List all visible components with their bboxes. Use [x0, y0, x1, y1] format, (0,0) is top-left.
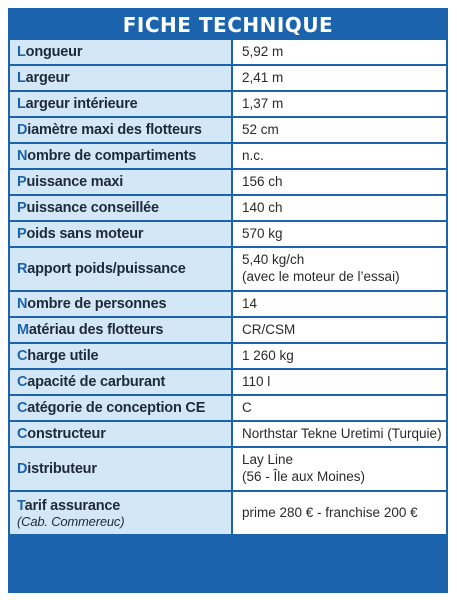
spec-value	[233, 492, 446, 534]
spec-row	[10, 396, 446, 420]
spec-label-line	[17, 122, 231, 138]
spec-label-line	[17, 426, 231, 442]
spec-value-text: 1,37 m	[242, 95, 284, 111]
spec-value-text: prime 280 € - franchise 200 €	[242, 504, 418, 520]
spec-label-initial: M	[17, 322, 29, 338]
spec-value-note: (avec le moteur de l’essai)	[242, 269, 400, 284]
spec-label-text: onstructeur	[27, 426, 106, 442]
spec-value	[233, 248, 446, 290]
spec-value-text: 52 cm	[242, 121, 279, 137]
spec-value	[233, 396, 446, 420]
spec-label	[10, 92, 231, 116]
spec-value-text: C	[242, 399, 252, 415]
spec-label-initial: R	[17, 261, 28, 277]
spec-value	[233, 222, 446, 246]
spec-row	[10, 92, 446, 116]
spec-row	[10, 292, 446, 316]
spec-label-line	[17, 44, 231, 60]
spec-row	[10, 222, 446, 246]
spec-label-initial: C	[17, 348, 28, 364]
spec-label-text: apport poids/puissance	[27, 261, 186, 277]
spec-row	[10, 196, 446, 220]
spec-label-initial: L	[17, 70, 26, 86]
spec-label-line	[17, 461, 231, 477]
spec-label-initial: P	[17, 226, 27, 242]
spec-value-text: Lay Line	[242, 452, 294, 468]
spec-row	[10, 170, 446, 194]
spec-label-line	[17, 261, 231, 277]
spec-label-initial: L	[17, 44, 26, 60]
spec-value	[233, 370, 446, 394]
spec-label-text: arif assurance	[24, 497, 121, 514]
spec-label	[10, 196, 231, 220]
spec-value-text: 2,41 m	[242, 69, 284, 85]
spec-value	[233, 40, 446, 64]
spec-label-initial: N	[17, 296, 28, 312]
spec-label-initial: L	[17, 96, 26, 112]
spec-label-line	[17, 374, 231, 390]
spec-value-text: 5,40 kg/ch	[242, 252, 305, 268]
spec-row	[10, 118, 446, 142]
spec-label-initial: P	[17, 200, 27, 216]
spec-row	[10, 318, 446, 342]
spec-value-text: 110 l	[242, 373, 271, 389]
spec-row	[10, 448, 446, 490]
spec-label	[10, 344, 231, 368]
spec-label-text: istributeur	[27, 461, 97, 477]
spec-value	[233, 196, 446, 220]
spec-label	[10, 144, 231, 168]
spec-row	[10, 422, 446, 446]
spec-label-line	[17, 348, 231, 364]
spec-value	[233, 292, 446, 316]
spec-row	[10, 344, 446, 368]
spec-label-text: argeur	[25, 70, 70, 86]
spec-label-note: (Cab. Commereuc)	[17, 513, 125, 529]
spec-label-initial: T	[17, 497, 25, 514]
spec-row	[10, 66, 446, 90]
spec-label-initial: P	[17, 174, 27, 190]
spec-label	[10, 448, 231, 490]
spec-label-line	[17, 70, 231, 86]
spec-value-text: 1 260 kg	[242, 347, 294, 363]
spec-label	[10, 248, 231, 290]
spec-table	[10, 40, 446, 591]
spec-value	[233, 344, 446, 368]
spec-row	[10, 144, 446, 168]
spec-label-initial: C	[17, 426, 28, 442]
spec-label-text: ongueur	[25, 44, 83, 60]
spec-label-line	[17, 148, 231, 164]
spec-label-text: oids sans moteur	[26, 226, 144, 242]
spec-label-text: ombre de personnes	[27, 296, 167, 312]
spec-row	[10, 40, 446, 64]
spec-label-initial: D	[17, 461, 28, 477]
spec-row	[10, 248, 446, 290]
spec-label-text: iamètre maxi des flotteurs	[27, 122, 202, 138]
spec-value	[233, 170, 446, 194]
spec-label-line	[17, 174, 231, 190]
spec-label-text: argeur intérieure	[25, 96, 138, 112]
spec-label-line	[17, 296, 231, 312]
spec-value-text: 14	[242, 295, 258, 311]
spec-label-text: atériau des flotteurs	[28, 322, 164, 338]
spec-label	[10, 66, 231, 90]
spec-value-text: 140 ch	[242, 199, 283, 215]
spec-label-text: ombre de compartiments	[27, 148, 197, 164]
spec-label-line	[17, 226, 231, 242]
spec-label-text: uissance maxi	[26, 174, 124, 190]
spec-value-text: CR/CSM	[242, 321, 296, 337]
spec-value	[233, 66, 446, 90]
spec-value	[233, 118, 446, 142]
spec-label-initial: C	[17, 374, 28, 390]
spec-value-note: (56 - Île aux Moines)	[242, 469, 366, 484]
spec-label	[10, 492, 231, 534]
spec-value-text: Northstar Tekne Uretimi (Turquie)	[242, 425, 442, 441]
spec-label	[10, 292, 231, 316]
spec-label-initial: C	[17, 400, 28, 416]
spec-sheet	[8, 8, 448, 593]
spec-value	[233, 448, 446, 490]
spec-label-initial: D	[17, 122, 28, 138]
spec-label	[10, 170, 231, 194]
spec-label	[10, 396, 231, 420]
spec-label-line	[17, 96, 231, 112]
spec-label-text: apacité de carburant	[27, 374, 166, 390]
spec-label	[10, 40, 231, 64]
spec-label	[10, 422, 231, 446]
spec-label-line	[17, 200, 231, 216]
spec-value-text: n.c.	[242, 147, 264, 163]
spec-value	[233, 92, 446, 116]
spec-label-text: harge utile	[27, 348, 99, 364]
spec-value	[233, 144, 446, 168]
spec-value	[233, 318, 446, 342]
spec-label-text: atégorie de conception CE	[27, 400, 206, 416]
sheet-title: FICHE TECHNIQUE	[10, 10, 446, 40]
spec-value	[233, 422, 446, 446]
spec-value-text: 5,92 m	[242, 43, 284, 59]
spec-label-line	[17, 400, 231, 416]
spec-label	[10, 222, 231, 246]
spec-value-text: 156 ch	[242, 173, 283, 189]
spec-row	[10, 370, 446, 394]
spec-label	[10, 118, 231, 142]
spec-row	[10, 492, 446, 534]
spec-label-line	[17, 322, 231, 338]
spec-label-text: uissance conseillée	[26, 200, 159, 216]
spec-label	[10, 370, 231, 394]
spec-label-initial: N	[17, 148, 28, 164]
spec-value-text: 570 kg	[242, 225, 283, 241]
spec-label	[10, 318, 231, 342]
spec-label-line	[17, 498, 231, 514]
